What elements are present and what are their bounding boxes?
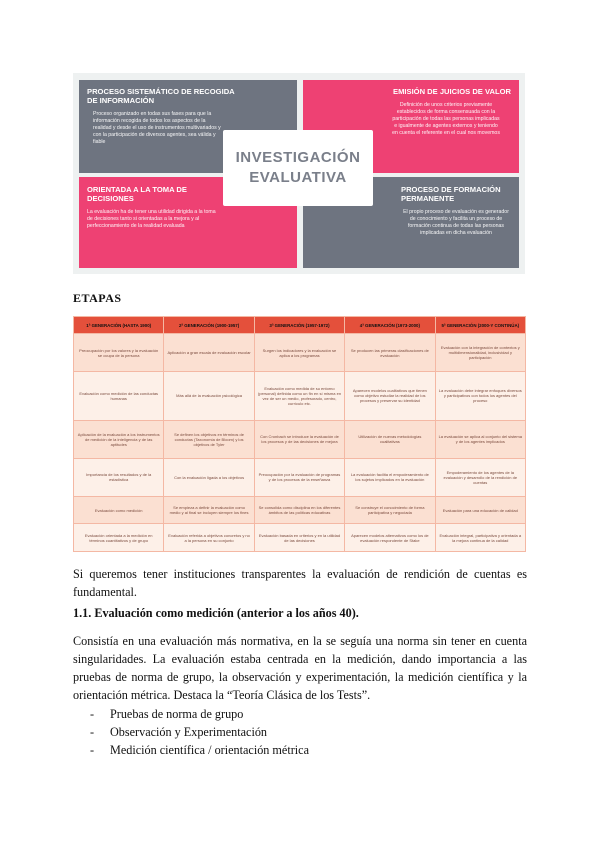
list-item: [90, 723, 309, 741]
paragraph-evaluacion-medicion: Consistía en una evaluación más normativa, en la se seguía una norma sin tener en cuenta singularidades. La evaluación estaba centrada en la medición, dando importancia a las pruebas de norma de grupo, la observación y experimentación, la medición científica y la orientación métrica. Destaca la “Teoría Clásica de los Tests”.: [73, 634, 527, 702]
header-cell: 2ª GENERACIÓN (1900-1957): [164, 317, 254, 334]
table-cell: Preocupación por los valores y la evaluación se ocupa de la persona: [74, 334, 164, 372]
table-row: [74, 334, 526, 372]
table-row: [74, 420, 526, 458]
panel-title: EMISIÓN DE JUICIOS DE VALOR: [393, 87, 511, 96]
table-cell: Evaluación orientada a la medición en términos cuantitativos y de grupo: [74, 524, 164, 552]
table-row: [74, 372, 526, 421]
table-cell: La evaluación debe integrar enfoques diversos y participativos con todos los agentes del proceso: [435, 372, 525, 421]
bullet-marker: -: [90, 725, 95, 739]
table-cell: Importancia de los resultados y de la estadística: [74, 458, 164, 496]
table-cell: Con Cronbach se introduce la evaluación de los procesos y de las decisiones de mejora: [254, 420, 344, 458]
paragraph-rendicion-cuentas: Si queremos tener instituciones transparentes la evaluación de rendición de cuentas es fundamental.: [73, 567, 527, 599]
section-heading: 1.1. Evaluación como medición (anterior a los años 40).: [73, 606, 359, 620]
table-cell: Se construye el conocimiento de forma participativa y negociada: [345, 496, 435, 524]
table-cell: Se consolida como disciplina en los diferentes ámbitos de las políticas educativas: [254, 496, 344, 524]
table-cell: Preocupación por la evaluación de programas y de los procesos de la enseñanza: [254, 458, 344, 496]
bullet-marker: -: [90, 707, 95, 721]
header-cell: 4ª GENERACIÓN (1973-2000): [345, 317, 435, 334]
panel-title: ORIENTADA A LA TOMA DE DECISIONES: [87, 185, 187, 203]
table-cell: Evaluación como medición de las conductas humanas: [74, 372, 164, 421]
table-row: [74, 496, 526, 524]
center-title-line1: INVESTIGACIÓN: [235, 149, 361, 166]
center-title-line2: EVALUATIVA: [249, 169, 347, 186]
panel-text: Proceso organizado en todas sus fases para que la información recogida de todos los aspectos de la realidad y desde el uso de instrumentos multivariados y con la participación de diversos agentes, sea válida y fiable: [93, 111, 221, 145]
center-title-box: [223, 130, 373, 206]
table-row: [74, 524, 526, 552]
panel-text: El propio proceso de evaluación es generador de conocimiento y facilita un proceso de formación continua de todas las personas implicadas en dicha evaluación: [403, 209, 509, 236]
panel-title: PROCESO SISTEMÁTICO DE RECOGIDA DE INFORMACIÓN: [87, 87, 235, 105]
list-item: [90, 741, 309, 759]
table-cell: Utilización de nuevas metodologías cualitativas: [345, 420, 435, 458]
table-cell: Evaluación con la integración de contextos y multidimensionalidad, inclusividad y participación: [435, 334, 525, 372]
header-cell: 3ª GENERACIÓN (1957-1972): [254, 317, 344, 334]
list-item-text: Medición científica / orientación métrica: [110, 743, 309, 757]
header-cell: 1ª GENERACIÓN (HASTA 1900): [74, 317, 164, 334]
table-cell: Evaluación referida a objetivos concretos y no a la persona en su conjunto: [164, 524, 254, 552]
etapas-table: [73, 316, 526, 552]
table-cell: Se definen los objetivos en términos de conductas (Taxonomía de Bloom) y los objetivos de Tyler: [164, 420, 254, 458]
list-item: [90, 705, 309, 723]
table-cell: Se empieza a definir la evaluación como medio y al final se incluyen siempre los fines: [164, 496, 254, 524]
investigacion-evaluativa-infographic: [73, 73, 525, 274]
list-item-text: Observación y Experimentación: [110, 725, 268, 739]
table-cell: Evaluación integral, participativa y orientada a la mejora continua de la calidad: [435, 524, 525, 552]
table-cell: La evaluación se aplica al conjunto del sistema y de los agentes implicados: [435, 420, 525, 458]
list-item-text: Pruebas de norma de grupo: [110, 707, 244, 721]
table-cell: Aplicación de la evaluación a los instrumentos de medición de la inteligencia y de las aptitudes: [74, 420, 164, 458]
table-cell: Aparecen modelos cualitativos que tienen como objetivo estudiar la realidad de los procesos y preservar su identidad: [345, 372, 435, 421]
panel-text: La evaluación ha de tener una utilidad dirigida a la toma de decisiones tanto si orientadas a la mejora y al perfeccionamiento de la realidad evaluada: [87, 209, 216, 229]
table-cell: Surgen los indicadores y la evaluación se aplica a los programas: [254, 334, 344, 372]
panel-title: PROCESO DE FORMACIÓN PERMANENTE: [401, 185, 501, 203]
table-cell: Evaluación como medición: [74, 496, 164, 524]
table-cell: Aparecen modelos alternativos como los de evaluación respondente de Stake: [345, 524, 435, 552]
bullet-list: [90, 705, 309, 759]
table-cell: Aplicación a gran escala de evaluación escolar: [164, 334, 254, 372]
panel-text: Definición de unos criterios previamente establecidos de forma consensuada con la participación de todas las personas implicadas e igualmente de agentes externos y teniendo en cuenta el referente en el cual nos movemos: [392, 102, 500, 136]
table-cell: Se producen las primeras clasificaciones de evaluación: [345, 334, 435, 372]
bullet-marker: -: [90, 743, 95, 757]
table-cell: Evaluación como medida de su entorno (personal) definida como un fin en sí misma en vez de ser un medio, profesorado, centro, currículo etc.: [254, 372, 344, 421]
table-cell: Evaluación basada en criterios y en la utilidad de las decisiones: [254, 524, 344, 552]
table-cell: La evaluación facilita el empoderamiento de los sujetos implicados en la evaluación: [345, 458, 435, 496]
table-cell: Evaluación para una educación de calidad: [435, 496, 525, 524]
table-header-row: [74, 317, 526, 334]
table-cell: Con la evaluación ligada a los objetivos: [164, 458, 254, 496]
table-row: [74, 458, 526, 496]
header-cell: 5ª GENERACIÓN (2000-Y CONTINÚA): [435, 317, 525, 334]
table-cell: Más allá de la evaluación psicológica: [164, 372, 254, 421]
table-cell: Empoderamiento de los agentes de la evaluación y desarrollo de la rendición de cuentas: [435, 458, 525, 496]
etapas-heading: ETAPAS: [73, 291, 122, 305]
